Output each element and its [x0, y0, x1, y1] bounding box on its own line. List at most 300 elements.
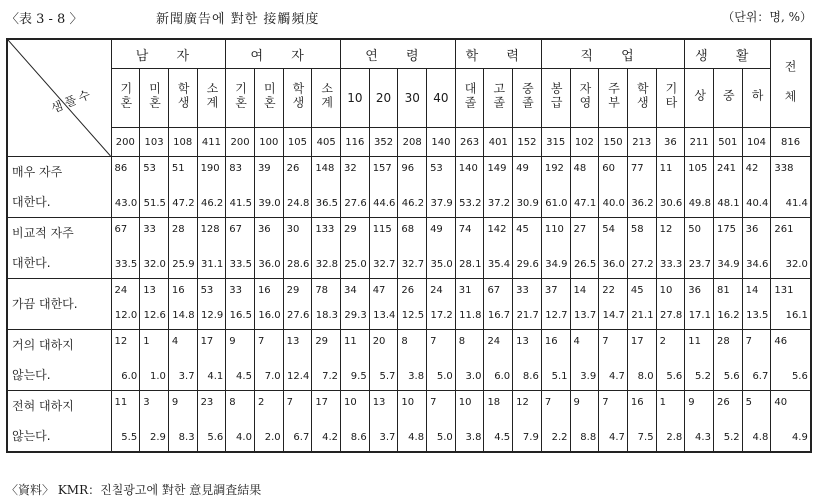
data-cell: [742, 279, 771, 330]
data-cell: [570, 330, 599, 391]
percent-value: 46.2: [401, 198, 425, 209]
subheader: [140, 69, 169, 128]
percent-value: 5.5: [121, 432, 138, 443]
percent-value: 12.7: [545, 310, 568, 321]
count-value: 26: [401, 285, 415, 296]
table-row: [7, 279, 811, 330]
percent-value: 36.5: [315, 198, 338, 209]
data-cell: [599, 391, 628, 453]
data-cell: [369, 157, 398, 218]
data-cell: [599, 330, 628, 391]
data-cell: [427, 330, 456, 391]
data-cell: [398, 218, 427, 279]
percent-value: 5.0: [436, 371, 453, 382]
count-value: 86: [114, 163, 128, 174]
data-cell: [197, 391, 226, 453]
count-value: 53: [143, 163, 156, 174]
row-label: [7, 218, 111, 279]
percent-value: 49.8: [688, 198, 711, 209]
count-value: 26: [286, 163, 300, 174]
subheader: [283, 69, 312, 128]
count-value: 133: [315, 224, 335, 235]
percent-value: 5.2: [723, 432, 740, 443]
count-value: 8: [401, 336, 408, 347]
data-cell: [570, 391, 599, 453]
count-value: 74: [458, 224, 472, 235]
percent-value: 3.8: [465, 432, 482, 443]
count-value: 47: [372, 285, 386, 296]
subheader-label: 소계: [319, 82, 334, 110]
data-cell: [197, 218, 226, 279]
count-value: 1: [143, 336, 150, 347]
count-value: 8: [229, 397, 236, 408]
percent-value: 3.9: [580, 371, 597, 382]
data-cell: [570, 279, 599, 330]
row-label: [7, 157, 111, 218]
title-row: [6, 6, 814, 28]
data-cell: [771, 218, 811, 279]
data-cell: [111, 218, 140, 279]
row-label-line: 거의 대하지: [12, 338, 74, 352]
percent-value: 3.7: [379, 432, 396, 443]
count-value: 110: [544, 224, 564, 235]
percent-value: 3.0: [465, 371, 482, 382]
percent-value: 4.7: [608, 432, 625, 443]
data-cell: [484, 330, 513, 391]
count-value: 5: [745, 397, 753, 408]
data-cell: [226, 330, 255, 391]
data-cell: [168, 330, 197, 391]
count-value: 241: [716, 163, 737, 174]
count-value: 1: [659, 397, 666, 408]
sample-count: 213: [627, 128, 656, 157]
count-value: 338: [774, 163, 794, 174]
count-value: 20: [372, 336, 386, 347]
count-value: 7: [430, 336, 437, 347]
data-cell: [140, 391, 169, 453]
data-cell: [713, 218, 742, 279]
count-value: 131: [774, 285, 794, 296]
percent-value: 34.9: [545, 259, 568, 270]
percent-value: 29.3: [344, 310, 367, 321]
corner-label: 샘플수: [49, 86, 95, 116]
count-value: 10: [458, 397, 472, 408]
subheader-label: 기혼: [118, 82, 133, 110]
subheader-label: 중졸: [520, 82, 535, 110]
data-cell: [197, 279, 226, 330]
percent-value: 37.9: [430, 198, 453, 209]
sample-count: 116: [341, 128, 370, 157]
percent-value: 33.5: [229, 259, 252, 270]
data-cell: [398, 391, 427, 453]
data-cell: [771, 391, 811, 453]
data-cell: [484, 218, 513, 279]
row-label-line: 않는다.: [12, 368, 51, 382]
percent-value: 32.8: [315, 259, 338, 270]
percent-value: 39.0: [258, 198, 281, 209]
subheader-label: 중: [721, 89, 736, 103]
group-header: 직 업: [541, 39, 684, 69]
percent-value: 25.0: [344, 259, 367, 270]
data-cell: [455, 330, 484, 391]
data-cell: [341, 157, 370, 218]
data-cell: [254, 157, 283, 218]
count-value: 67: [487, 285, 501, 296]
percent-value: 4.5: [236, 371, 252, 382]
sample-count: 100: [254, 128, 283, 157]
percent-value: 44.6: [373, 198, 396, 209]
percent-value: 5.6: [207, 432, 224, 443]
sample-count: 211: [685, 128, 714, 157]
subheader: [713, 69, 742, 128]
row-label-line: 가끔 대한다.: [12, 297, 78, 311]
data-cell: [627, 279, 656, 330]
percent-value: 34.9: [717, 259, 740, 270]
count-value: 49: [430, 224, 443, 235]
subheader-label: 학생: [635, 82, 650, 110]
percent-value: 1.0: [149, 371, 166, 382]
subheader-label: 30: [404, 90, 420, 105]
subheader: [398, 69, 427, 128]
count-value: 8: [458, 336, 466, 347]
data-cell: [427, 391, 456, 453]
percent-value: 4.8: [408, 432, 425, 443]
data-cell: [283, 218, 312, 279]
group-header: 학 력: [455, 39, 541, 69]
sample-count: 208: [398, 128, 427, 157]
data-cell: [312, 218, 341, 279]
percent-value: 32.7: [401, 259, 425, 270]
count-value: 9: [171, 397, 179, 408]
percent-value: 12.0: [114, 310, 138, 321]
count-value: 4: [573, 336, 580, 347]
percent-value: 8.0: [637, 371, 654, 382]
table-row: [7, 157, 811, 218]
sample-count: 105: [283, 128, 312, 157]
data-cell: [398, 330, 427, 391]
count-value: 24: [114, 285, 128, 296]
percent-value: 5.6: [723, 371, 740, 382]
percent-value: 36.2: [631, 198, 654, 209]
percent-value: 46.2: [200, 198, 224, 209]
count-value: 36: [745, 224, 759, 235]
data-cell: [656, 157, 685, 218]
sample-count: 501: [713, 128, 742, 157]
percent-value: 41.5: [229, 198, 252, 209]
sample-count: 104: [742, 128, 771, 157]
percent-value: 2.0: [264, 432, 281, 443]
count-value: 148: [315, 163, 335, 174]
data-cell: [484, 157, 513, 218]
count-value: 10: [401, 397, 415, 408]
subheader-label: 미혼: [262, 82, 277, 110]
percent-value: 7.5: [637, 432, 654, 443]
percent-value: 14.8: [172, 310, 195, 321]
table-row: [7, 391, 811, 453]
percent-value: 17.1: [688, 310, 711, 321]
subheader: [656, 69, 685, 128]
data-cell: [197, 330, 226, 391]
percent-value: 31.1: [200, 259, 224, 270]
data-cell: [283, 279, 312, 330]
count-value: 17: [630, 336, 644, 347]
count-value: 140: [458, 163, 478, 174]
count-value: 16: [257, 285, 271, 296]
data-cell: [513, 391, 542, 453]
percent-value: 33.5: [114, 259, 138, 270]
percent-value: 3.7: [178, 371, 195, 382]
percent-value: 8.6: [522, 371, 539, 382]
sample-count: 352: [369, 128, 398, 157]
count-value: 81: [716, 285, 730, 296]
subheader: [168, 69, 197, 128]
percent-value: 4.3: [695, 432, 711, 443]
frequency-table: [6, 38, 812, 453]
data-cell: [341, 330, 370, 391]
count-value: 13: [143, 285, 156, 296]
count-value: 7: [286, 397, 293, 408]
data-cell: [570, 157, 599, 218]
data-cell: [742, 330, 771, 391]
data-cell: [455, 391, 484, 453]
count-value: 14: [573, 285, 587, 296]
sample-count: 140: [427, 128, 456, 157]
percent-value: 16.1: [785, 310, 808, 321]
percent-value: 2.8: [666, 432, 683, 443]
subheader-label: 기타: [663, 82, 678, 110]
data-cell: [513, 218, 542, 279]
count-value: 67: [229, 224, 242, 235]
count-value: 32: [344, 163, 357, 174]
percent-value: 36.0: [258, 259, 281, 270]
percent-value: 7.9: [522, 432, 539, 443]
percent-value: 43.0: [114, 198, 138, 209]
count-value: 53: [430, 163, 443, 174]
data-cell: [685, 391, 714, 453]
count-value: 67: [114, 224, 128, 235]
subheader-label: 대졸: [463, 82, 478, 110]
data-cell: [254, 330, 283, 391]
count-value: 26: [716, 397, 730, 408]
subheader: [627, 69, 656, 128]
count-value: 11: [114, 397, 128, 408]
data-cell: [627, 391, 656, 453]
percent-value: 4.9: [791, 432, 808, 443]
percent-value: 4.2: [322, 432, 338, 443]
count-value: 12: [114, 336, 128, 347]
count-value: 3: [143, 397, 150, 408]
percent-value: 2.2: [551, 432, 568, 443]
percent-value: 4.8: [752, 432, 769, 443]
count-value: 190: [200, 163, 220, 174]
sample-count: 102: [570, 128, 599, 157]
subheader: [513, 69, 542, 128]
percent-value: 5.2: [695, 371, 711, 382]
group-header: 남 자: [111, 39, 226, 69]
percent-value: 35.4: [487, 259, 511, 270]
count-value: 7: [602, 397, 609, 408]
subheader-label: 상: [692, 89, 707, 103]
count-value: 45: [516, 224, 529, 235]
count-value: 115: [372, 224, 392, 235]
data-cell: [111, 279, 140, 330]
sample-count: 405: [312, 128, 341, 157]
count-value: 105: [688, 163, 708, 174]
count-value: 17: [315, 397, 329, 408]
data-cell: [742, 391, 771, 453]
count-value: 2: [257, 397, 265, 408]
percent-value: 36.0: [602, 259, 625, 270]
data-cell: [398, 157, 427, 218]
data-cell: [427, 218, 456, 279]
count-value: 60: [602, 163, 615, 174]
subheader: [427, 69, 456, 128]
data-cell: [771, 330, 811, 391]
count-value: 29: [286, 285, 300, 296]
sample-count: 263: [455, 128, 484, 157]
percent-value: 5.1: [551, 371, 568, 382]
count-value: 4: [171, 336, 179, 347]
count-value: 54: [602, 224, 615, 235]
percent-value: 21.1: [631, 310, 654, 321]
percent-value: 16.5: [229, 310, 252, 321]
subheader: [369, 69, 398, 128]
count-value: 7: [544, 397, 552, 408]
data-cell: [427, 279, 456, 330]
data-cell: [713, 330, 742, 391]
percent-value: 4.0: [236, 432, 252, 443]
subheader: [111, 69, 140, 128]
sample-count: 315: [541, 128, 570, 157]
count-value: 16: [544, 336, 558, 347]
subheader-label: 40: [433, 90, 449, 105]
data-cell: [570, 218, 599, 279]
percent-value: 27.6: [344, 198, 367, 209]
percent-value: 35.0: [430, 259, 453, 270]
data-cell: [341, 391, 370, 453]
percent-value: 7.2: [322, 371, 338, 382]
count-value: 11: [688, 336, 701, 347]
data-cell: [226, 218, 255, 279]
count-value: 18: [487, 397, 501, 408]
percent-value: 4.7: [608, 371, 625, 382]
data-cell: [713, 157, 742, 218]
count-value: 16: [630, 397, 644, 408]
data-cell: [541, 157, 570, 218]
percent-value: 6.0: [494, 371, 511, 382]
data-cell: [369, 218, 398, 279]
percent-value: 12.9: [200, 310, 224, 321]
data-cell: [369, 330, 398, 391]
data-cell: [742, 218, 771, 279]
count-value: 27: [573, 224, 587, 235]
subheader-label: 자영: [577, 82, 592, 110]
percent-value: 51.5: [143, 198, 166, 209]
percent-value: 32.0: [143, 259, 166, 270]
subheader: [226, 69, 255, 128]
data-cell: [455, 218, 484, 279]
subheader-label: 10: [347, 90, 363, 105]
subheader: [254, 69, 283, 128]
sample-count: 152: [513, 128, 542, 157]
percent-value: 37.2: [487, 198, 511, 209]
percent-value: 16.7: [487, 310, 511, 321]
percent-value: 5.0: [436, 432, 453, 443]
data-cell: [685, 279, 714, 330]
count-value: 48: [573, 163, 587, 174]
percent-value: 13.5: [746, 310, 769, 321]
subheader: [341, 69, 370, 128]
count-value: 58: [630, 224, 644, 235]
data-cell: [513, 330, 542, 391]
data-cell: [627, 218, 656, 279]
count-value: 33: [516, 285, 529, 296]
data-cell: [111, 330, 140, 391]
data-cell: [312, 330, 341, 391]
percent-value: 12.6: [143, 310, 166, 321]
percent-value: 18.3: [315, 310, 338, 321]
percent-value: 23.7: [688, 259, 711, 270]
corner-cell: [7, 39, 111, 157]
count-value: 17: [200, 336, 214, 347]
data-cell: [341, 279, 370, 330]
sample-count: 150: [599, 128, 628, 157]
percent-value: 48.1: [717, 198, 740, 209]
count-value: 7: [745, 336, 753, 347]
count-value: 46: [774, 336, 788, 347]
sample-count: 200: [111, 128, 140, 157]
percent-value: 41.4: [785, 198, 808, 209]
count-value: 10: [344, 397, 357, 408]
row-label-line: 전혀 대하지: [12, 399, 74, 413]
percent-value: 47.1: [573, 198, 597, 209]
percent-value: 34.6: [746, 259, 769, 270]
data-cell: [541, 279, 570, 330]
subheader-label: 학생: [176, 82, 191, 110]
count-value: 50: [688, 224, 701, 235]
percent-value: 6.7: [293, 432, 310, 443]
count-value: 23: [200, 397, 214, 408]
percent-value: 27.6: [287, 310, 310, 321]
data-cell: [168, 218, 197, 279]
sample-count: 103: [140, 128, 169, 157]
count-value: 2: [659, 336, 666, 347]
data-cell: [656, 279, 685, 330]
count-value: 39: [257, 163, 271, 174]
data-cell: [685, 157, 714, 218]
count-value: 36: [257, 224, 271, 235]
count-value: 68: [401, 224, 415, 235]
sample-count: 36: [656, 128, 685, 157]
count-value: 9: [229, 336, 236, 347]
count-value: 31: [458, 285, 472, 296]
row-label: [7, 279, 111, 330]
count-value: 7: [257, 336, 265, 347]
percent-value: 8.6: [350, 432, 367, 443]
data-cell: [427, 157, 456, 218]
group-header: 여 자: [226, 39, 341, 69]
data-cell: [140, 279, 169, 330]
percent-value: 32.0: [785, 259, 808, 270]
percent-value: 30.9: [516, 198, 539, 209]
percent-value: 4.5: [494, 432, 511, 443]
data-cell: [484, 391, 513, 453]
count-value: 157: [372, 163, 392, 174]
data-cell: [685, 218, 714, 279]
count-value: 33: [143, 224, 156, 235]
data-cell: [341, 218, 370, 279]
data-cell: [140, 218, 169, 279]
